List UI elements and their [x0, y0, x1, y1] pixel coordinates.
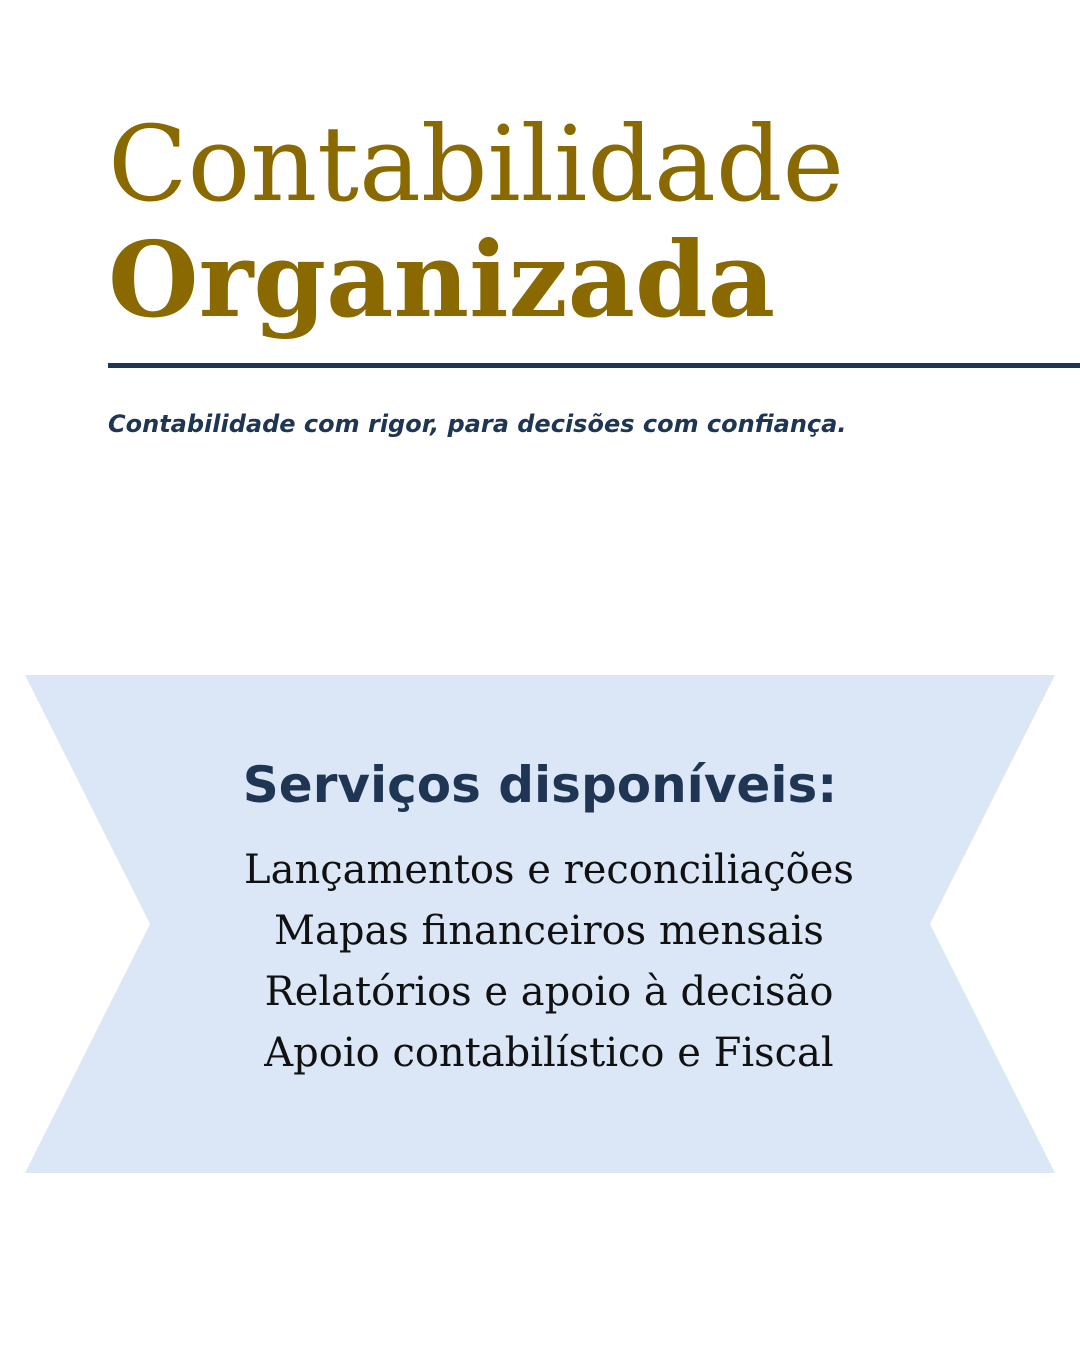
title-line-1: Contabilidade [108, 103, 845, 225]
services-heading: Serviços disponíveis: [242, 756, 838, 814]
service-item: Mapas financeiros mensais [274, 908, 824, 954]
divider-rule [108, 363, 1080, 368]
tagline: Contabilidade com rigor, para decisões com confiança. [108, 410, 847, 438]
service-item: Lançamentos e reconciliações [244, 847, 854, 893]
services-list [0, 840, 1080, 1084]
title-line-2: Organizada [108, 218, 776, 341]
service-item: Relatórios e apoio à decisão [264, 969, 834, 1015]
service-item: Apoio contabilístico e Fiscal [264, 1030, 834, 1076]
